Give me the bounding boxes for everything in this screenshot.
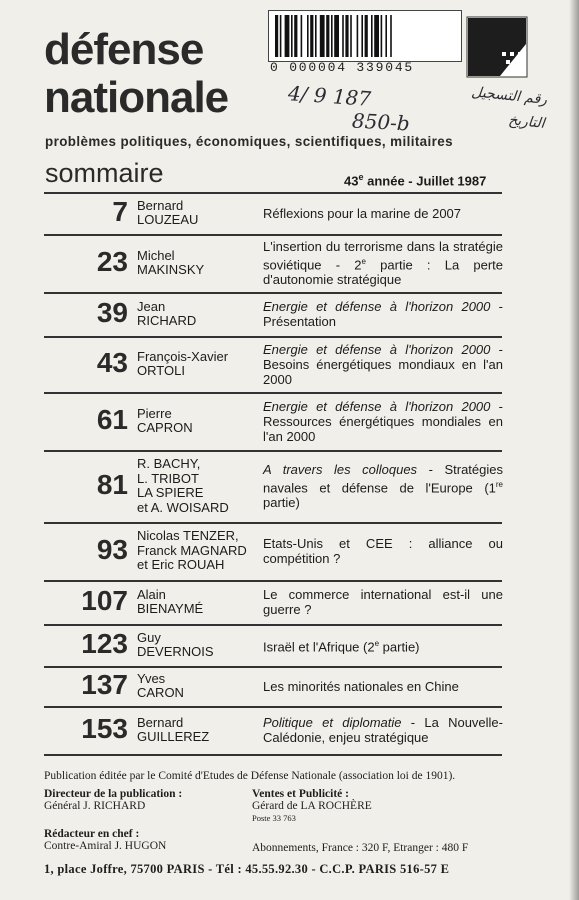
toc-author-line: Guy (137, 629, 161, 645)
toc-author-line: GUILLEREZ (137, 729, 210, 744)
masthead-title-line1: défense (44, 25, 204, 74)
toc-row (44, 234, 502, 292)
subscription-prices: Abonnements, France : 320 F, Etranger : 480 F (252, 842, 469, 854)
toc-article-title: A travers les colloques - Stratégies navales et défense de l'Europe (1re partie) (263, 462, 503, 511)
barcode-bar (294, 15, 297, 57)
toc-page-number: 153 (81, 713, 128, 744)
toc-article-title: Etats-Unis et CEE : alliance ou compétition ? (263, 536, 503, 566)
toc-author (137, 249, 267, 278)
editor-label: Rédacteur en chef : (44, 828, 140, 840)
publisher-note: Publication éditée par le Comité d'Etudes de Défense Nationale (association loi de 1901). (44, 770, 456, 782)
director-name: Général J. RICHARD (44, 800, 146, 812)
toc-author (137, 350, 267, 379)
sales-phone: Poste 33 763 (252, 813, 296, 823)
toc-page-number: 23 (96, 246, 128, 277)
toc-row (44, 580, 502, 624)
toc-author-line: Bernard (137, 197, 184, 213)
barcode-bar (307, 15, 309, 57)
barcode-bar (285, 15, 290, 57)
toc-row (44, 706, 502, 754)
barcode-bar (331, 15, 333, 57)
barcode-bar (345, 15, 348, 57)
barcode-bar (280, 15, 282, 57)
barcode-number: 0 000004 339045 (270, 60, 415, 75)
barcode-bar (310, 15, 313, 57)
barcode-bar (315, 15, 317, 57)
publisher-address: 1, place Joffre, 75700 PARIS - Tél : 45.55.92.30 - C.C.P. PARIS 516-57 E (44, 862, 450, 876)
barcode-bar (365, 15, 368, 57)
masthead-title-line2: nationale (44, 73, 229, 122)
barcode-bar (350, 15, 352, 57)
toc-author-line: Bernard (137, 714, 184, 730)
toc-author-line: Jean (137, 298, 166, 314)
library-stamp-icon (466, 16, 528, 78)
toc-page-number: 137 (81, 669, 128, 700)
toc-author-line: Alain (137, 586, 166, 602)
toc-page-number: 107 (81, 585, 128, 616)
toc-page-number: 7 (112, 196, 128, 227)
issue-info (344, 172, 486, 188)
page-edge-shadow (569, 0, 579, 900)
toc-author-line: BIENAYMÉ (137, 601, 204, 616)
barcode-bar (275, 15, 278, 57)
toc-row (44, 292, 502, 336)
toc-author-line: LOUZEAU (137, 212, 199, 227)
toc-article-title: Réflexions pour la marine de 2007 (263, 205, 462, 221)
issue-date: année - Juillet 1987 (363, 173, 487, 189)
barcode-bar (357, 15, 359, 57)
toc-author-line: L. TRIBOT (137, 470, 199, 486)
toc-author (137, 457, 267, 515)
toc-author-line: LA SPIERE (137, 485, 204, 500)
toc-page-number: 93 (96, 534, 128, 565)
toc-page-number: 123 (81, 628, 128, 659)
sales-block (252, 788, 372, 824)
toc-row (44, 522, 502, 580)
toc-page-number: 39 (96, 297, 128, 328)
toc-author-line: Yves (137, 670, 166, 686)
barcode-bars (275, 15, 455, 57)
barcode (268, 10, 462, 62)
toc-author-line: CARON (137, 685, 184, 700)
handwritten-arabic-note: رقم التسجيل التاريخ (470, 84, 548, 132)
barcode-bar (301, 15, 303, 57)
contents-heading: sommaire (45, 158, 164, 188)
toc-article-title: Energie et défense à l'horizon 2000 - Présentation (263, 299, 503, 329)
issue-number: 43 (344, 173, 359, 189)
sales-name: Gérard de LA ROCHÈRE (252, 800, 372, 812)
toc-row (44, 450, 502, 522)
toc-article-title: Energie et défense à l'horizon 2000 - Besoins énergétiques mondiaux en l'an 2000 (263, 341, 503, 387)
barcode-bar (371, 15, 373, 57)
barcode-bar (374, 15, 379, 57)
toc-author (137, 672, 267, 701)
editor-block (44, 828, 166, 852)
masthead-tagline: problèmes politiques, économiques, scientifiques, militaires (45, 134, 453, 149)
toc-author-line: R. BACHY, (137, 456, 201, 471)
barcode-bar (320, 15, 325, 57)
toc-author (137, 716, 267, 745)
toc-author (137, 588, 267, 617)
toc-article-title: L'insertion du terrorisme dans la stratégie soviétique - 2e partie : La perte d'autonomie stratégique (263, 239, 504, 288)
toc-author-line: François-Xavier (137, 348, 229, 364)
editor-name: Contre-Amiral J. HUGON (44, 840, 167, 852)
toc-page-number: 81 (96, 469, 128, 500)
toc-author-line: Nicolas TENZER, (137, 528, 239, 544)
sales-label: Ventes et Publicité : (252, 788, 349, 800)
toc-author-line: RICHARD (137, 313, 197, 328)
barcode-bar (342, 15, 344, 57)
toc-article-title: Israël et l'Afrique (2e partie) (263, 639, 420, 655)
toc-author-line: Franck MAGNARD (137, 542, 247, 558)
toc-row (44, 192, 502, 234)
toc-page-number: 43 (96, 347, 128, 378)
toc-author-line: DEVERNOIS (137, 644, 214, 659)
toc-author-line: Michel (137, 247, 175, 263)
toc-article-title: Energie et défense à l'horizon 2000 - Ressources énergétiques mondiales en l'an 2000 (263, 398, 503, 444)
director-label: Directeur de la publication : (44, 788, 183, 800)
toc-row (44, 624, 502, 666)
handwritten-ref: 850-b (351, 108, 411, 136)
toc-page-number: 61 (96, 404, 128, 435)
barcode-bar (361, 15, 363, 57)
toc-author-line: CAPRON (137, 420, 193, 435)
barcode-bar (385, 15, 387, 57)
toc-author-line: MAKINSKY (137, 262, 205, 277)
barcode-bar (390, 15, 392, 57)
barcode-bar (334, 15, 339, 57)
toc-row (44, 666, 502, 706)
toc-row (44, 392, 502, 450)
toc-article-title: Politique et diplomatie - La Nouvelle-Calédonie, enjeu stratégique (263, 715, 503, 745)
handwritten-date: 4/ 9 187 (287, 81, 372, 111)
toc-row (44, 336, 502, 392)
toc-author (137, 199, 267, 228)
toc-author (137, 529, 267, 573)
barcode-bar (291, 15, 293, 57)
toc-author-line: et Eric ROUAH (137, 557, 225, 573)
toc-article-title: Le commerce international est-il une guerre ? (263, 587, 503, 617)
row-divider (44, 754, 502, 756)
barcode-bar (326, 15, 329, 57)
toc-author (137, 631, 267, 660)
toc-author (137, 300, 267, 329)
issue-ordinal: e (358, 172, 364, 182)
director-block (44, 788, 182, 812)
toc-author-line: et A. WOISARD (137, 499, 229, 515)
toc-author (137, 407, 267, 436)
barcode-bar (381, 15, 383, 57)
toc-author-line: Pierre (137, 405, 172, 421)
toc-author-line: ORTOLI (137, 363, 185, 378)
toc-article-title: Les minorités nationales en Chine (263, 678, 459, 694)
